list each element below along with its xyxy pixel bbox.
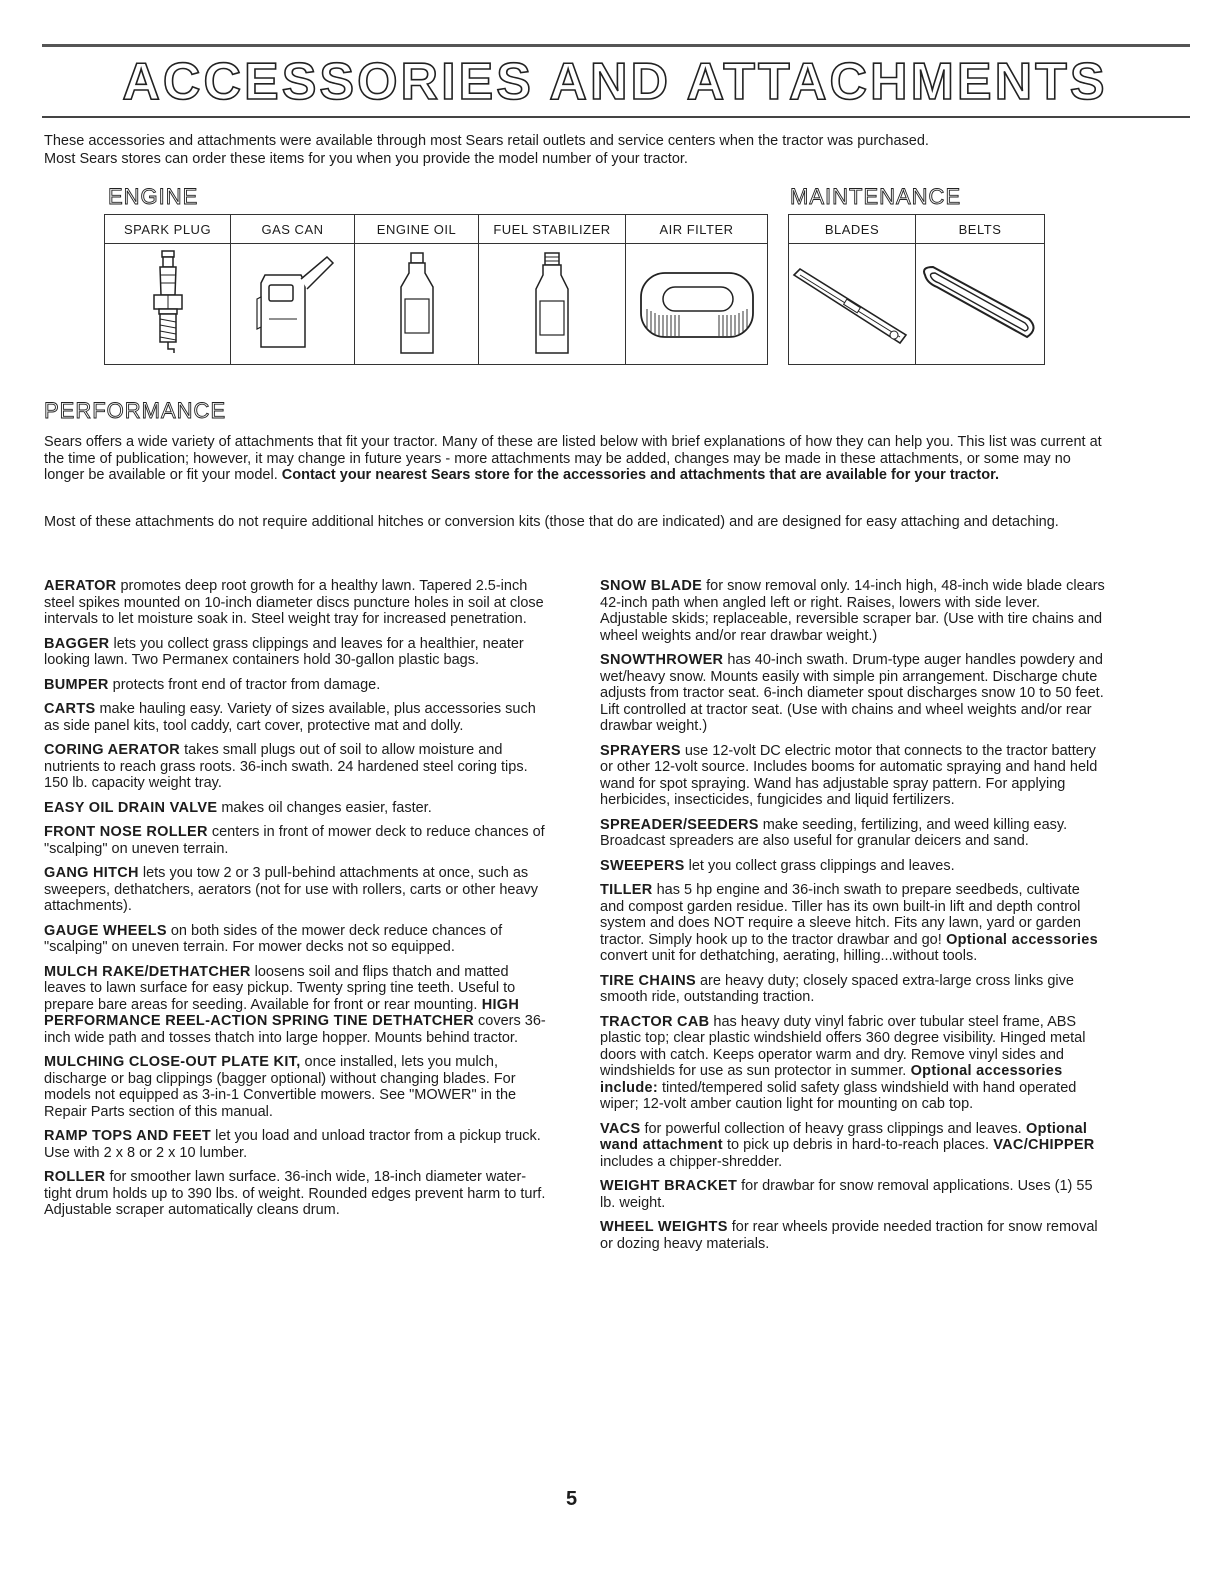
- attachment-description: includes a chipper-shredder.: [600, 1153, 783, 1170]
- belts-cell: [916, 244, 1045, 365]
- engine-part-label: ENGINE OIL: [355, 215, 479, 244]
- attachment-description: has 40-inch swath. Drum-type auger handles powdery and wet/heavy snow. Mounts easily with simple pin arrangement. Discharge chute adjusts from tractor seat. 6-inch diameter spout discharges snow 10 to 50 feet. Lift controlled at tractor seat. (Use with chains and wheel weights and/or rear drawbar weight.): [600, 652, 1104, 734]
- engine-oil-cell: [355, 244, 479, 365]
- attachment-entry: [44, 1169, 550, 1219]
- engine-part-label: FUEL STABILIZER: [479, 215, 626, 244]
- attachment-entry: [44, 578, 550, 628]
- attachment-description: for snow removal only. 14-inch high, 48-inch wide blade clears 42-inch path when angled left or right. Raises, lowers with side lever. Adjustable skids; replaceable, reversible scraper bar. (Use with tire chains and wheel weights and/or rear drawbar weight.): [600, 578, 1105, 644]
- maintenance-heading: MAINTENANCE: [790, 184, 962, 209]
- spark-plug-icon: [148, 249, 188, 359]
- attachment-description: protects front end of tractor from damage.: [108, 676, 381, 693]
- attachment-term: CORING AERATOR: [44, 742, 181, 758]
- attachment-term: MULCH RAKE/DETHATCHER: [44, 963, 251, 980]
- attachment-entry: [600, 1178, 1106, 1211]
- right-column: [600, 578, 1106, 1260]
- oil-bottle-icon: [387, 249, 447, 359]
- attachment-description: let you collect grass clippings and leaves.: [684, 857, 955, 874]
- attachment-entry: [44, 636, 550, 669]
- attachment-description: has heavy duty vinyl fabric over tubular steel frame, ABS plastic top; clear plastic windshield offers 360 degree visibility. Hinged metal doors with catch. Keeps operator warm and dry. Remove vinyl sides and windshields for use as sun protector in summer.: [600, 1013, 1086, 1079]
- attachment-term: ROLLER: [44, 1169, 106, 1185]
- attachment-term: SNOW BLADE: [600, 578, 703, 594]
- attachment-term: WEIGHT BRACKET: [600, 1178, 738, 1194]
- maintenance-parts-table: [788, 214, 1045, 365]
- attachment-term: TILLER: [600, 882, 653, 898]
- page-number: 5: [566, 1488, 578, 1510]
- intro-text: [44, 132, 1194, 168]
- attachment-term: SWEEPERS: [600, 857, 685, 874]
- attachment-entry: [44, 742, 550, 792]
- attachment-description: lets you tow 2 or 3 pull-behind attachments at once, such as sweepers, dethatchers, aerators (not for use with rollers, carts or other heavy attachments).: [44, 865, 539, 914]
- attachment-entry: [600, 1219, 1106, 1252]
- attachment-description: once installed, lets you mulch, discharge or bag clippings (bagger optional) without changing blades. For models not equipped as 3-in-1 Convertible mowers. See "MOWER" in the Repair Parts section of this manual.: [44, 1054, 517, 1120]
- performance-paragraph-1-text: Sears offers a wide variety of attachments that fit your tractor. Many of these are listed below with brief explanations of how they can help you. This list was current at the time of publication; however, it may change in future years - more attachments may be added, changes may be made in these attachments, or some may no longer be available or fit your model.: [44, 434, 1102, 483]
- performance-contact-note: Contact your nearest Sears store for the accessories and attachments that are available for your tractor.: [281, 467, 999, 483]
- intro-line-1: These accessories and attachments were available through most Sears retail outlets and service centers when the tractor was purchased.: [44, 133, 929, 149]
- attachment-entry: [44, 824, 550, 857]
- attachment-term: EASY OIL DRAIN VALVE: [44, 799, 218, 816]
- attachment-term: CARTS: [44, 701, 96, 717]
- top-rule: [42, 44, 1190, 47]
- air-filter-icon: [633, 249, 761, 359]
- belt-icon: [917, 249, 1043, 359]
- attachment-entry: [600, 817, 1106, 850]
- blades-cell: [789, 244, 916, 365]
- maintenance-part-label: BELTS: [916, 215, 1045, 244]
- attachment-entry: [600, 858, 1106, 875]
- engine-heading: ENGINE: [108, 184, 199, 209]
- attachment-term: SPREADER/SEEDERS: [600, 816, 759, 833]
- attachment-description: on both sides of the mower deck reduce chances of "scalping" on uneven terrain. For mower decks not so equipped.: [44, 922, 503, 955]
- blade-icon: [790, 249, 914, 359]
- attachment-entry: [44, 800, 550, 817]
- title-rule: [42, 116, 1190, 118]
- attachment-entry: [44, 1054, 550, 1120]
- attachment-entry: [600, 1121, 1106, 1171]
- attachment-term: VACS: [600, 1120, 641, 1137]
- attachment-term: AERATOR: [44, 578, 117, 594]
- attachment-description: centers in front of mower deck to reduce chances of "scalping" on uneven terrain.: [44, 824, 545, 857]
- stabilizer-bottle-icon: [522, 249, 582, 359]
- performance-paragraph-2: Most of these attachments do not require additional hitches or conversion kits (those that do are indicated) and are designed for easy attaching and detaching.: [44, 514, 1059, 530]
- attachment-term: SPRAYERS: [600, 742, 681, 759]
- attachment-term: Optional wand attachment: [600, 1120, 1088, 1153]
- engine-part-label: SPARK PLUG: [105, 215, 231, 244]
- attachment-description: make hauling easy. Variety of sizes available, plus accessories such as side panel kits, tool caddy, cart cover, protective mat and dolly.: [44, 701, 536, 734]
- attachment-entry: [44, 1128, 550, 1161]
- attachment-description: tinted/tempered solid safety glass windshield with hand operated wiper; 12-volt amber caution light for mounting on cab top.: [600, 1079, 1077, 1112]
- attachment-term: BUMPER: [44, 676, 109, 693]
- attachment-term: WHEEL WEIGHTS: [600, 1219, 728, 1235]
- attachment-entry: [600, 743, 1106, 809]
- attachment-entry: [600, 973, 1106, 1006]
- attachment-entry: [44, 964, 550, 1047]
- attachment-term: FRONT NOSE ROLLER: [44, 824, 208, 840]
- attachment-entry: [600, 882, 1106, 965]
- attachment-description: are heavy duty; closely spaced extra-large cross links give smooth ride, outstanding traction.: [600, 972, 1074, 1005]
- attachment-term: RAMP TOPS AND FEET: [44, 1128, 212, 1144]
- attachment-description: to pick up debris in hard-to-reach places.: [722, 1137, 989, 1153]
- attachment-description: make seeding, fertilizing, and weed killing easy. Broadcast spreaders are also useful for granular deicers and sand.: [600, 816, 1068, 849]
- attachment-term: TIRE CHAINS: [600, 972, 696, 989]
- attachment-term: VAC/CHIPPER: [988, 1137, 1095, 1153]
- attachment-term: HIGH PERFORMANCE REEL-ACTION SPRING TINE DETHATCHER: [44, 996, 520, 1029]
- attachment-term: GANG HITCH: [44, 865, 139, 881]
- attachment-term: Optional accessories: [941, 931, 1098, 948]
- attachment-term: Optional accessories include:: [600, 1063, 1063, 1096]
- intro-line-2: Most Sears stores can order these items for you when you provide the model number of your tractor.: [44, 151, 688, 167]
- attachment-entry: [44, 677, 550, 694]
- page-title: ACCESSORIES AND ATTACHMENTS: [122, 53, 1108, 111]
- attachment-description: for rear wheels provide needed traction for snow removal or dozing heavy materials.: [600, 1219, 1098, 1252]
- air-filter-cell: [626, 244, 768, 365]
- attachment-description: covers 36-inch wide path and tosses thatch into large hopper. Mounts behind tractor.: [44, 1013, 546, 1046]
- gas-can-icon: [243, 249, 343, 359]
- gas-can-cell: [231, 244, 355, 365]
- attachment-term: BAGGER: [44, 635, 110, 652]
- engine-part-label: AIR FILTER: [626, 215, 768, 244]
- attachment-term: GAUGE WHEELS: [44, 922, 167, 939]
- engine-parts-table: [104, 214, 768, 365]
- attachment-term: TRACTOR CAB: [600, 1013, 710, 1030]
- performance-heading: PERFORMANCE: [44, 398, 227, 423]
- attachment-description: takes small plugs out of soil to allow moisture and nutrients to reach grass roots. 36-inch swath. 24 hardened steel coring tips. 150 lb. capacity weight tray.: [44, 742, 528, 791]
- attachment-description: let you load and unload tractor from a pickup truck. Use with 2 x 8 or 2 x 10 lumber.: [44, 1128, 541, 1161]
- attachment-entry: [44, 865, 550, 915]
- attachment-description: promotes deep root growth for a healthy lawn. Tapered 2.5-inch steel spikes mounted on 10-inch diameter discs puncture holes in soil at close intervals to let moisture soak in. Steel weight tray for increased penetration.: [44, 578, 544, 627]
- fuel-stabilizer-cell: [479, 244, 626, 365]
- attachment-entry: [600, 1014, 1106, 1113]
- engine-part-label: GAS CAN: [231, 215, 355, 244]
- attachment-description: for drawbar for snow removal applications. Uses (1) 55 lb. weight.: [600, 1178, 1093, 1211]
- spark-plug-cell: [105, 244, 231, 365]
- attachment-description: loosens soil and flips thatch and matted leaves to lawn surface for easy pickup. Twenty spring tine teeth. Useful to prepare bare areas for seeding. Available for front or rear mounting.: [44, 963, 516, 1013]
- attachment-description: use 12-volt DC electric motor that connects to the tractor battery or other 12-volt source. Includes booms for automatic spraying and hand held wand for spot spraying. Wand has adjustable spray pattern. For applying herbicides, insecticides, fungicides and liquid fertilizers.: [600, 742, 1098, 808]
- attachment-entry: [600, 652, 1106, 735]
- attachment-entry: [600, 578, 1106, 644]
- maintenance-part-label: BLADES: [789, 215, 916, 244]
- attachment-entry: [44, 923, 550, 956]
- left-column: [44, 578, 550, 1227]
- attachment-description: convert unit for dethatching, aerating, hilling...without tools.: [600, 948, 978, 964]
- attachment-description: has 5 hp engine and 36-inch swath to prepare seedbeds, cultivate and compost garden residue. Tiller has its own built-in lift and depth control system and does NOT require a sleeve hitch. Fits any lawn, yard or garden tractor. Simply hook up to the tractor drawbar and go!: [600, 882, 1081, 948]
- attachment-term: SNOWTHROWER: [600, 652, 724, 668]
- attachment-term: MULCHING CLOSE-OUT PLATE KIT,: [44, 1054, 301, 1070]
- attachment-entry: [44, 701, 550, 734]
- attachment-description: lets you collect grass clippings and leaves for a healthier, neater looking lawn. Two Permanex containers hold 30-gallon plastic bags.: [44, 635, 524, 668]
- performance-paragraph-1: [44, 434, 1106, 484]
- attachment-description: makes oil changes easier, faster.: [217, 799, 432, 816]
- attachment-description: for powerful collection of heavy grass clippings and leaves.: [640, 1120, 1022, 1137]
- attachment-description: for smoother lawn surface. 36-inch wide, 18-inch diameter water-tight drum holds up to 390 lbs. of weight. Rounded edges prevent harm to turf. Adjustable scraper automatically cleans drum.: [44, 1169, 546, 1218]
